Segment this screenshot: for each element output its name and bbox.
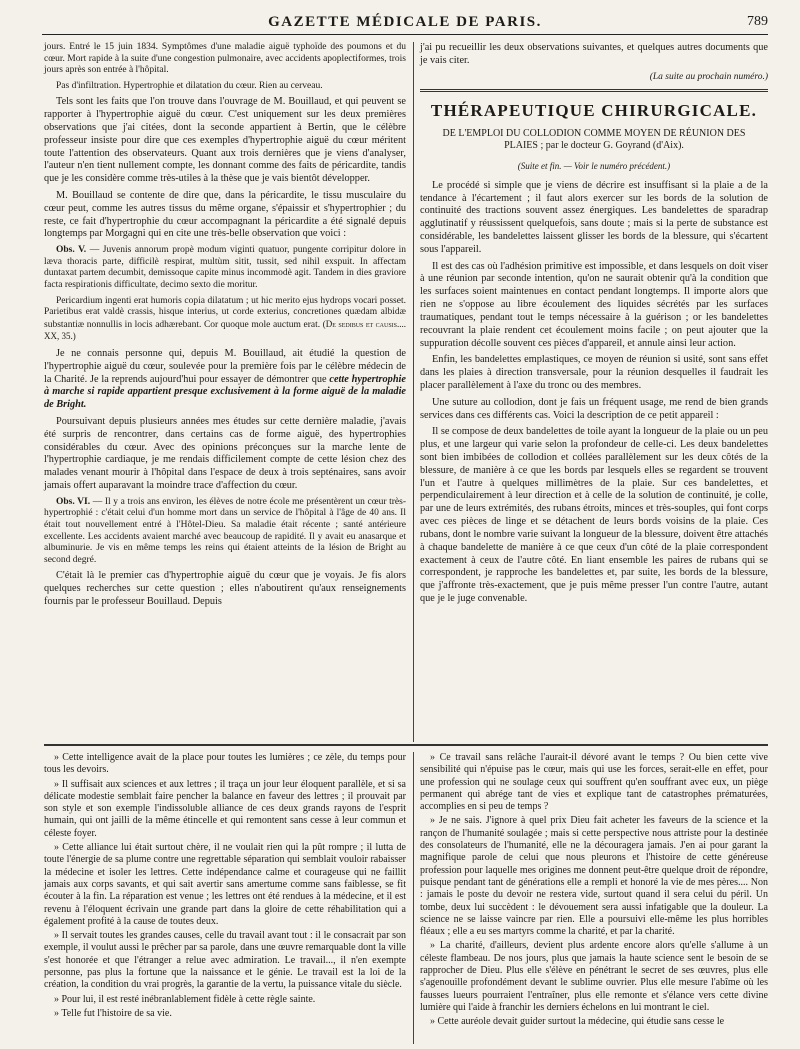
feuilleton-paragraph: » Cette auréole devait guider surtout la médecine, qui étudie sans cesse le [430,1016,725,1028]
article-author: par le docteur G. Goyrand (d'Aix). [545,140,684,152]
feuilleton-right [420,752,768,1031]
observation-label: Obs. V. [56,245,87,256]
paragraph-text: Je ne connais personne qui, depuis M. Bouillaud, ait étudié la question de l'hypertrophie aiguë du cœur, soulevée pour la première fois par le célèbre médecin de la Charité. Je la reprends aujourd'hui pour essayer de démontrer que [44,347,406,385]
journal-title: GAZETTE MÉDICALE DE PARIS. [268,14,542,30]
article-title-main: DE L'EMPLOI DU COLLODION COMME MOYEN DE RÉUNION DES PLAIES ; [442,127,746,152]
observation-5-continued [44,296,406,344]
feuilleton-paragraph: » Telle fut l'histoire de sa vie. [54,1007,172,1019]
paragraph: M. Bouillaud se contente de dire que, dans la péricardite, le tissu musculaire du cœur peut, comme les autres tissus du même organe, s'épaissir et s'hypertrophier ; du reste, ce fait d'hypertrophie du cœur accompagnant la péricardite a été signalé depuis longtemps par Morgagni qui en cite une très-belle observation que voici : [44,190,406,240]
feuilleton-paragraph: » Cette intelligence avait de la place pour toutes les lumières ; ce zèle, du temps pour tous les devoirs. [44,752,406,776]
observation-label: Obs. VI. [56,496,91,507]
observation-text: Pericardium ingenti erat humoris copia dilatatum ; ut hic merito ejus hydrops vocari posset. Parietibus erat valdè crassis, hisque interius, ut corde exterius, concretiones quædam albidæ substantiæ nonnullis in locis adhærebant. Cor quoque mole auctum erat. [44,295,406,330]
article-note: (Suite et fin. — Voir le numéro précédent.) [517,160,671,171]
paragraph: Enfin, les bandelettes emplastiques, ce moyen de réunion si usité, sont sans effet dans les plaies à direction transversale, pour la réunion desquelles il faudrait les placer parallèlement à l'axe du tronc ou des membres. [420,354,768,391]
thesis-statement: cette hypertrophie à marche si rapide appartient presque exclusivement à la forme aiguë de la maladie de Bright. [44,373,406,411]
section-title: THÉRAPEUTIQUE CHIRURGICALE. [430,101,758,121]
observation-text: — Il y a trois ans environ, les élèves de notre école me présentèrent un cœur très-hypertrophié : c'était celui d'un homme mort dans un service de l'hôpital à l'âge de 40 ans. Il était tout nouvellement entré à l'Hôtel-Dieu. Sa maladie était récente ; santé antérieure excellente. Les accidents avaient marché avec beaucoup de rapidité. Il y avait eu anasarque et albuminurie. Je vis en même temps les reins qui étaient atteints de la lésion de Bright au second degré. [44,496,406,565]
footer-divider [44,744,768,746]
feuilleton-paragraph: » Il suffisait aux sciences et aux lettres ; il traça un jour leur éloquent parallèle, et si sa délicate modestie semblait faire pencher la balance en faveur des lettres ; il prouvait par son style et son exemple l'indissoluble alliance de ces deux grands rayons de l'esprit humain, qui ont jailli de la même étincelle et qui remontent sans cesse à leur commun et céleste foyer. [44,778,406,839]
observation-5 [44,245,406,291]
feuilleton-paragraph: » Ce travail sans relâche l'aurait-il dévoré avant le temps ? Ou bien cette vive sensibilité qui n'épuise pas le cœur, mais qui use les forces, serait-elle en effet, pour une profession qui ne soulage ceux qui souffrent qu'en souffrant avec eux, un piège permanent qui abrége tant de vies et explique tant de catastrophes prématurées, accomplies en si peu de temps ? [420,752,768,813]
page-number: 789 [747,14,768,29]
paragraph: Tels sont les faits que l'on trouve dans l'ouvrage de M. Bouillaud, et qui peuvent se rapporter à l'hypertrophie aiguë du cœur. C'est uniquement sur les deux premières observations que j'ai citées, dont la seconde appartient à Bertin, que le célèbre professeur insiste pour dire que ces exemples d'hypertrophie aiguë du cœur méritent toute l'attention des observateurs. Quant aux trois dernières que je viens d'analyser, l'auteur n'en tient nullement compte, les donnant comme des faits de péricardite, tandis que je les considère comme très-utiles à la thèse que je vais bientôt développer. [44,96,406,185]
feuilleton-paragraph: » Pour lui, il est resté inébranlablement fidèle à cette règle sainte. [54,993,316,1005]
feuilleton-paragraph: » Il servait toutes les grandes causes, celle du travail avant tout : il le consacrait par son exemple, il voulut aussi le prêcher par sa parole, dans une œuvre remarquable dont la ville s'est honorée et que l'étranger a relue avec admiration. Le travail..., il n'en exempte personne, pas plus la fortune que la naissance et le génie. Le travail est la loi de la création, la condition du vrai progrès, la garantie de la vertu, la puissance vitale du siècle. [44,930,406,991]
paragraph: Il est des cas où l'adhésion primitive est impossible, et dans lesquels on doit viser à une réunion par seconde intention, qu'on ne saurait obtenir qu'à la condition que les surfaces soient maintenues en contact pendant longtemps. Il importe alors que rien ne s'oppose au libre écoulement des liquides sécrétés par les surfaces traumatiques, pendant tout le temps nécessaire à la guérison ; or les bandelettes recouvrant la plaie rendent cet écoulement moins facile ; on peut ajouter que la suppuration décolle souvent ces pièces d'appareil, et annule ainsi leur action. [420,260,768,349]
left-column [44,42,406,613]
paragraph [44,348,406,412]
paragraph: Poursuivant depuis plusieurs années mes études sur cette dernière maladie, j'avais été surpris de rencontrer, dans certains cas de forme aiguë, des hypertrophies considérables du cœur. Avec des opinions préconçues sur la marche lente de l'hypertrophie cardiaque, je me rendais difficilement compte de cette lésion chez des malades venant mourir à l'hôpital dans l'espace de deux à trois septénaires, sans avoir jamais offert auparavant la moindre trace d'affection du cœur. [44,415,406,491]
right-column [420,42,768,610]
column-divider [413,42,414,742]
section-header [420,89,768,171]
citation: (De sedibus et causis.... XX, 35.) [44,318,407,342]
feuilleton-paragraph: » La charité, d'ailleurs, devient plus ardente encore alors qu'elle s'allume à un céleste flambeau. De nos jours, plus que jamais la haute science sent le besoin de se rapprocher de Dieu. Plus elle s'élève en pénétrant le secret de ses œuvres, plus elle s'agenouille profondément devant le sublime ouvrier. Plus elle mesure l'abîme où les fausses lueurs pourraient l'entraîner, plus elle remonte et s'élance vers cette divine lumière qui l'aide à franchir les derniers échelons en lui montrant le ciel. [420,940,768,1013]
paragraph: C'était là le premier cas d'hypertrophie aiguë du cœur que je voyais. Je fis alors quelques recherches sur cette question ; elles n'aboutirent qu'aux renseignements fournis par le professeur Bouillaud. Depuis [44,570,406,607]
continued-note: (La suite au prochain numéro.) [649,71,768,82]
paragraph: Le procédé si simple que je viens de décrire est insuffisant si la plaie a de la tendance à l'écartement ; il faut alors exercer sur les bords de la solution de continuité des tractions souvent assez énergiques. Les bandelettes de sparadrap agglutinatif y réussissent quelquefois, sans doute ; mais si la perte de substance est considérable, les bandelettes laissent glisser les bords de la blessure, qui s'écartent sous l'appareil. [420,179,768,255]
observation-6 [44,497,406,566]
article-title [426,128,762,153]
feuilleton-left [44,752,406,1022]
paragraph: Une suture au collodion, dont je fais un fréquent usage, me rend de bien grands services dans ces différents cas. Voici la description de ce petit appareil : [420,396,768,421]
observation-text: — Juvenis annorum propè modum viginti quatuor, pungente corripitur dolore in læva thoracis parte, difficilè respirat, multùm sitit, tussit, sed nihil exspuit. In affectam duntaxat partem decumbit, demissoque capite minus incommodè agit. Tandem in dies graviore facta respirationis difficultate, decimo sexto die moritur. [44,245,407,290]
case-end-text: jours. Entré le 15 juin 1834. Symptômes d'une maladie aiguë typhoïde des poumons et du cœur. Mort rapide à la suite d'une congestion pulmonaire, avec accidents apoplectiformes, trois jours après son entrée à l'hôpital. [44,42,406,76]
running-header [42,14,768,35]
feuilleton-paragraph: » Cette alliance lui était surtout chère, il ne voulait rien qui la pût rompre ; il lutta de toute l'énergie de sa plume contre une regrettable séparation qui semblait vouloir rabaisser la médecine et isoler les lettres. Cette indépendance calme et courageuse qui ne faillit jamais aux corps savants, et qui sait avertir sans amertume comme sans faiblesse, se fit écouter à la fin. La réparation est venue ; les lettres ont été rendues à la médecine, et il est revenu à l'éloquent écrivain une grande part dans la gloire de cette réhabilitation qui a également profité à la cause de toutes deux. [44,842,406,927]
footer-column-divider [413,752,414,1044]
paragraph: Il se compose de deux bandelettes de toile ayant la longueur de la plaie ou un peu plus, et une largeur qui varie selon la profondeur de celle-ci. Les deux bandelettes sont bien imbibées de collodion et collées parallèlement sur les deux côtés de la blessure, de manière à ce que les bords par lesquels elles se regardent se trouvent l'un et l'autre à quelques millimètres de la plaie. Sur ces bandelettes, et perpendiculairement à leur direction et à celle de la solution de continuité, je colle, par une de leurs extrémités, des rubans étroits, minces et très-souples, qui font corps avec ces pièces de linge et se détachent de leurs bords voisins de la plaie. Ces rubans, dont le nombre varie suivant la longueur de la blessure, doivent être attachés à chaque bandelette de manière à ce que ceux d'un côté de la plaie correspondent exactement à ceux de l'autre côté. En liant ensemble les paires de rubans qui se correspondent, je rapproche les bandelettes et, par suite, les bords de la blessure, que j'affronte très-exactement, que je puis même presser l'un contre l'autre, autant que je le juge convenable. [420,426,768,604]
case-autopsy-text: Pas d'infiltration. Hypertrophie et dilatation du cœur. Rien au cerveau. [56,80,323,91]
feuilleton-paragraph: » Je ne sais. J'ignore à quel prix Dieu fait acheter les faveurs de la science et la rançon de l'humanité soulagée ; mais si cette perspective nous attriste pour la destinée des consolateurs de l'humanité, elle ne la découragera jamais. J'en ai pour garant la magnifique parole de celui que nous pleurons et l'histoire de cette généreuse profession pour laquelle mes origines me donnent peut-être quelque droit de répondre, puisque pendant tant de générations elle a rempli et honoré la vie de mes pères.... Non : jamais le poste du devoir ne restera vide, surtout quand il sera celui du péril. Un tombe, deux lui succèdent : le dévouement sera aussi infatigable que la douleur. La science ne se laisse vaincre par rien. Elle a poursuivi elle-même les plus horribles fléaux ; elle a eu ses martyrs comme la charité, et par la charité. [420,815,768,938]
paragraph: j'ai pu recueillir les deux observations suivantes, et quelques autres documents que je vais citer. [420,42,768,66]
